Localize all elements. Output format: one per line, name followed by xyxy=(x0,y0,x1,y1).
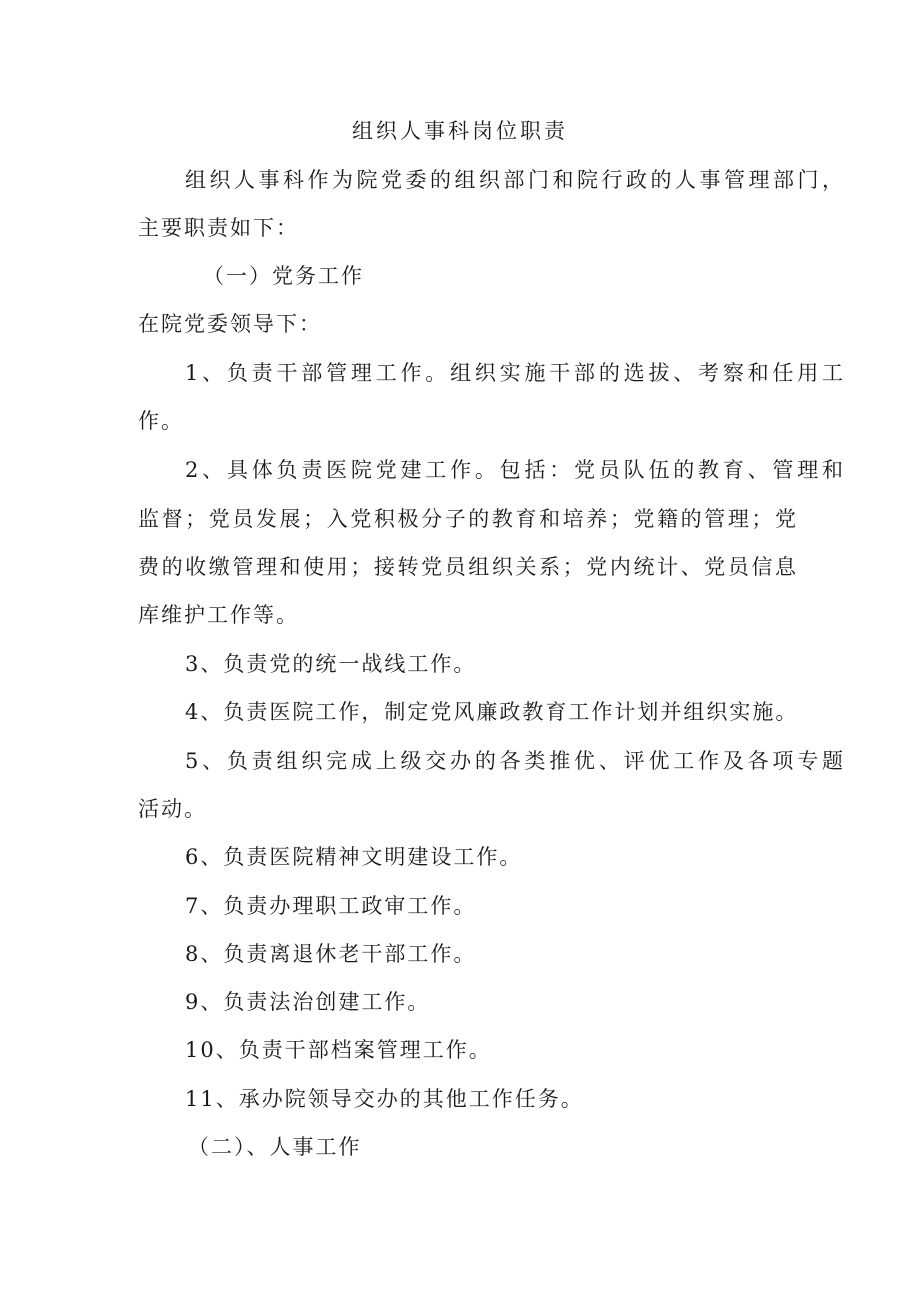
list-item-line: 作。 xyxy=(138,409,184,433)
list-item-line: 4、负责医院工作，制定党风廉政教育工作计划并组织实施。 xyxy=(185,700,799,724)
list-item-line: 费的收缴管理和使用；接转党员组织关系；党内统计、党员信息 xyxy=(138,555,798,579)
page-title: 组织人事科岗位职责 xyxy=(352,119,568,143)
list-item-line: 监督；党员发展；入党积极分子的教育和培养；党籍的管理；党 xyxy=(138,507,798,531)
intro-paragraph-line: 组织人事科作为院党委的组织部门和院行政的人事管理部门， xyxy=(185,168,845,192)
list-item-line: 库维护工作等。 xyxy=(138,603,299,627)
list-item-line: 7、负责办理职工政审工作。 xyxy=(185,894,477,918)
section-heading-party-work: （一）党务工作 xyxy=(203,264,364,288)
intro-paragraph-line: 主要职责如下： xyxy=(138,216,299,240)
list-item-line: 3、负责党的统一战线工作。 xyxy=(185,652,477,676)
list-item-line: 6、负责医院精神文明建设工作。 xyxy=(185,845,523,869)
list-item-line: 9、负责法治创建工作。 xyxy=(185,990,431,1014)
list-item-line: 5、负责组织完成上级交办的各类推优、评优工作及各项专题 xyxy=(185,749,845,773)
list-item-line: 8、负责离退休老干部工作。 xyxy=(185,942,477,966)
list-item-line: 活动。 xyxy=(138,797,207,821)
section-lead-text: 在院党委领导下： xyxy=(138,312,322,336)
list-item-line: 1、负责干部管理工作。组织实施干部的选拔、考察和任用工 xyxy=(185,361,845,385)
list-item-line: 10、负责干部档案管理工作。 xyxy=(185,1038,492,1062)
list-item-line: 11、承办院领导交办的其他工作任务。 xyxy=(185,1087,584,1111)
section-heading-personnel-work: （二）、人事工作 xyxy=(188,1135,362,1159)
list-item-line: 2、具体负责医院党建工作。包括：党员队伍的教育、管理和 xyxy=(185,458,845,482)
